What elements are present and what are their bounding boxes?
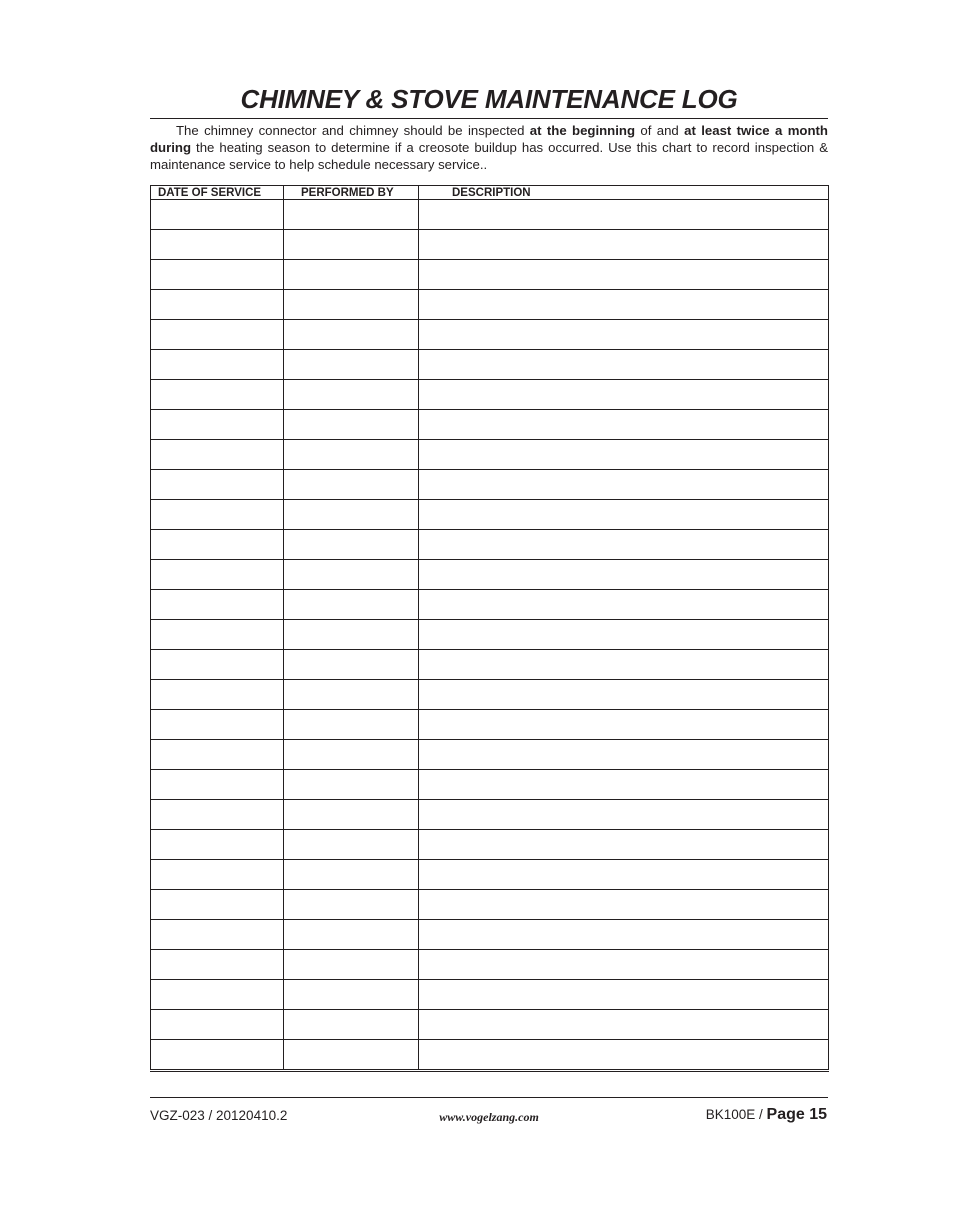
date-of-service-cell[interactable] — [151, 1010, 284, 1040]
performed-by-cell[interactable] — [284, 650, 419, 680]
description-cell[interactable] — [419, 320, 829, 350]
description-cell[interactable] — [419, 680, 829, 710]
header-performed-by: PERFORMED BY — [284, 186, 419, 200]
description-cell[interactable] — [419, 950, 829, 980]
performed-by-cell[interactable] — [284, 260, 419, 290]
date-of-service-cell[interactable] — [151, 440, 284, 470]
date-of-service-cell[interactable] — [151, 230, 284, 260]
date-of-service-cell[interactable] — [151, 920, 284, 950]
performed-by-cell[interactable] — [284, 890, 419, 920]
website-link[interactable]: www.vogelzang.com — [439, 1110, 539, 1124]
performed-by-cell[interactable] — [284, 530, 419, 560]
description-cell[interactable] — [419, 380, 829, 410]
date-of-service-cell[interactable] — [151, 530, 284, 560]
performed-by-cell[interactable] — [284, 380, 419, 410]
page-footer-label — [706, 1105, 827, 1125]
date-of-service-cell[interactable] — [151, 200, 284, 230]
header-date-of-service: DATE OF SERVICE — [151, 186, 284, 200]
document-code: VGZ-023 / 20120410.2 — [150, 1108, 288, 1123]
performed-by-cell[interactable] — [284, 470, 419, 500]
description-cell[interactable] — [419, 560, 829, 590]
performed-by-cell[interactable] — [284, 320, 419, 350]
date-of-service-cell[interactable] — [151, 470, 284, 500]
date-of-service-cell[interactable] — [151, 320, 284, 350]
description-cell[interactable] — [419, 230, 829, 260]
performed-by-cell[interactable] — [284, 860, 419, 890]
performed-by-cell[interactable] — [284, 500, 419, 530]
table-row — [151, 440, 829, 470]
date-of-service-cell[interactable] — [151, 650, 284, 680]
performed-by-cell[interactable] — [284, 920, 419, 950]
date-of-service-cell[interactable] — [151, 860, 284, 890]
model-number: BK100E / — [705, 1107, 767, 1122]
description-cell[interactable] — [419, 1040, 829, 1071]
table-row — [151, 980, 829, 1010]
header-description: DESCRIPTION — [419, 186, 829, 200]
performed-by-cell[interactable] — [284, 740, 419, 770]
table-row — [151, 770, 829, 800]
date-of-service-cell[interactable] — [151, 890, 284, 920]
intro-bold-1: at the beginning — [529, 123, 636, 138]
description-cell[interactable] — [419, 500, 829, 530]
table-row — [151, 470, 829, 500]
table-row — [151, 950, 829, 980]
table-row — [151, 260, 829, 290]
description-cell[interactable] — [419, 200, 829, 230]
description-cell[interactable] — [419, 1010, 829, 1040]
table-row — [151, 860, 829, 890]
performed-by-cell[interactable] — [284, 350, 419, 380]
table-row — [151, 1040, 829, 1071]
performed-by-cell[interactable] — [284, 950, 419, 980]
description-cell[interactable] — [419, 530, 829, 560]
table-row — [151, 590, 829, 620]
description-cell[interactable] — [419, 410, 829, 440]
table-row — [151, 230, 829, 260]
intro-bold-2: at least twice a month during — [150, 123, 828, 155]
date-of-service-cell[interactable] — [151, 560, 284, 590]
title-divider — [150, 118, 828, 119]
date-of-service-cell[interactable] — [151, 1040, 284, 1071]
table-row — [151, 530, 829, 560]
performed-by-cell[interactable] — [284, 1010, 419, 1040]
table-row — [151, 650, 829, 680]
table-header-row — [151, 186, 829, 200]
performed-by-cell[interactable] — [284, 770, 419, 800]
description-cell[interactable] — [419, 860, 829, 890]
intro-text-1: The chimney connector and chimney should be inspected — [176, 123, 530, 138]
description-cell[interactable] — [419, 710, 829, 740]
description-cell[interactable] — [419, 830, 829, 860]
date-of-service-cell[interactable] — [151, 350, 284, 380]
date-of-service-cell[interactable] — [151, 800, 284, 830]
page-title: CHIMNEY & STOVE MAINTENANCE LOG — [240, 84, 738, 114]
table-row — [151, 620, 829, 650]
date-of-service-cell[interactable] — [151, 710, 284, 740]
date-of-service-cell[interactable] — [151, 380, 284, 410]
performed-by-cell[interactable] — [284, 410, 419, 440]
description-cell[interactable] — [419, 890, 829, 920]
date-of-service-cell[interactable] — [151, 590, 284, 620]
performed-by-cell[interactable] — [284, 440, 419, 470]
table-row — [151, 290, 829, 320]
description-cell[interactable] — [419, 350, 829, 380]
table-row — [151, 350, 829, 380]
description-cell[interactable] — [419, 620, 829, 650]
date-of-service-cell[interactable] — [151, 290, 284, 320]
description-cell[interactable] — [419, 590, 829, 620]
date-of-service-cell[interactable] — [151, 500, 284, 530]
footer-divider — [150, 1097, 828, 1098]
performed-by-cell[interactable] — [284, 620, 419, 650]
date-of-service-cell[interactable] — [151, 830, 284, 860]
performed-by-cell[interactable] — [284, 830, 419, 860]
performed-by-cell[interactable] — [284, 200, 419, 230]
table-row — [151, 800, 829, 830]
table-row — [151, 380, 829, 410]
table-row — [151, 500, 829, 530]
description-cell[interactable] — [419, 920, 829, 950]
description-cell[interactable] — [419, 290, 829, 320]
performed-by-cell[interactable] — [284, 290, 419, 320]
performed-by-cell[interactable] — [284, 230, 419, 260]
table-row — [151, 410, 829, 440]
date-of-service-cell[interactable] — [151, 260, 284, 290]
date-of-service-cell[interactable] — [151, 680, 284, 710]
table-row — [151, 200, 829, 230]
description-cell[interactable] — [419, 800, 829, 830]
description-cell[interactable] — [419, 440, 829, 470]
description-cell[interactable] — [419, 980, 829, 1010]
table-row — [151, 740, 829, 770]
performed-by-cell[interactable] — [284, 800, 419, 830]
date-of-service-cell[interactable] — [151, 740, 284, 770]
table-body — [151, 200, 829, 1071]
intro-text-2: of and — [635, 123, 685, 138]
table-row — [151, 560, 829, 590]
performed-by-cell[interactable] — [284, 980, 419, 1010]
date-of-service-cell[interactable] — [151, 620, 284, 650]
description-cell[interactable] — [419, 470, 829, 500]
description-cell[interactable] — [419, 740, 829, 770]
performed-by-cell[interactable] — [284, 710, 419, 740]
table-row — [151, 890, 829, 920]
performed-by-cell[interactable] — [284, 590, 419, 620]
date-of-service-cell[interactable] — [151, 770, 284, 800]
description-cell[interactable] — [419, 770, 829, 800]
table-row — [151, 830, 829, 860]
table-row — [151, 1010, 829, 1040]
performed-by-cell[interactable] — [284, 680, 419, 710]
table-row — [151, 680, 829, 710]
table-row — [151, 320, 829, 350]
date-of-service-cell[interactable] — [151, 950, 284, 980]
intro-paragraph — [150, 123, 828, 173]
description-cell[interactable] — [419, 650, 829, 680]
date-of-service-cell[interactable] — [151, 980, 284, 1010]
intro-text-3: the heating season to determine if a creosote buildup has occurred. Use this chart to record inspection & maintenance service to help schedule necessary service.. — [150, 139, 828, 172]
performed-by-cell[interactable] — [284, 560, 419, 590]
table-row — [151, 920, 829, 950]
date-of-service-cell[interactable] — [151, 410, 284, 440]
maintenance-log-table — [150, 185, 829, 1072]
table-row — [151, 710, 829, 740]
page-number: Page 15 — [766, 1106, 827, 1123]
description-cell[interactable] — [419, 260, 829, 290]
performed-by-cell[interactable] — [284, 1040, 419, 1071]
